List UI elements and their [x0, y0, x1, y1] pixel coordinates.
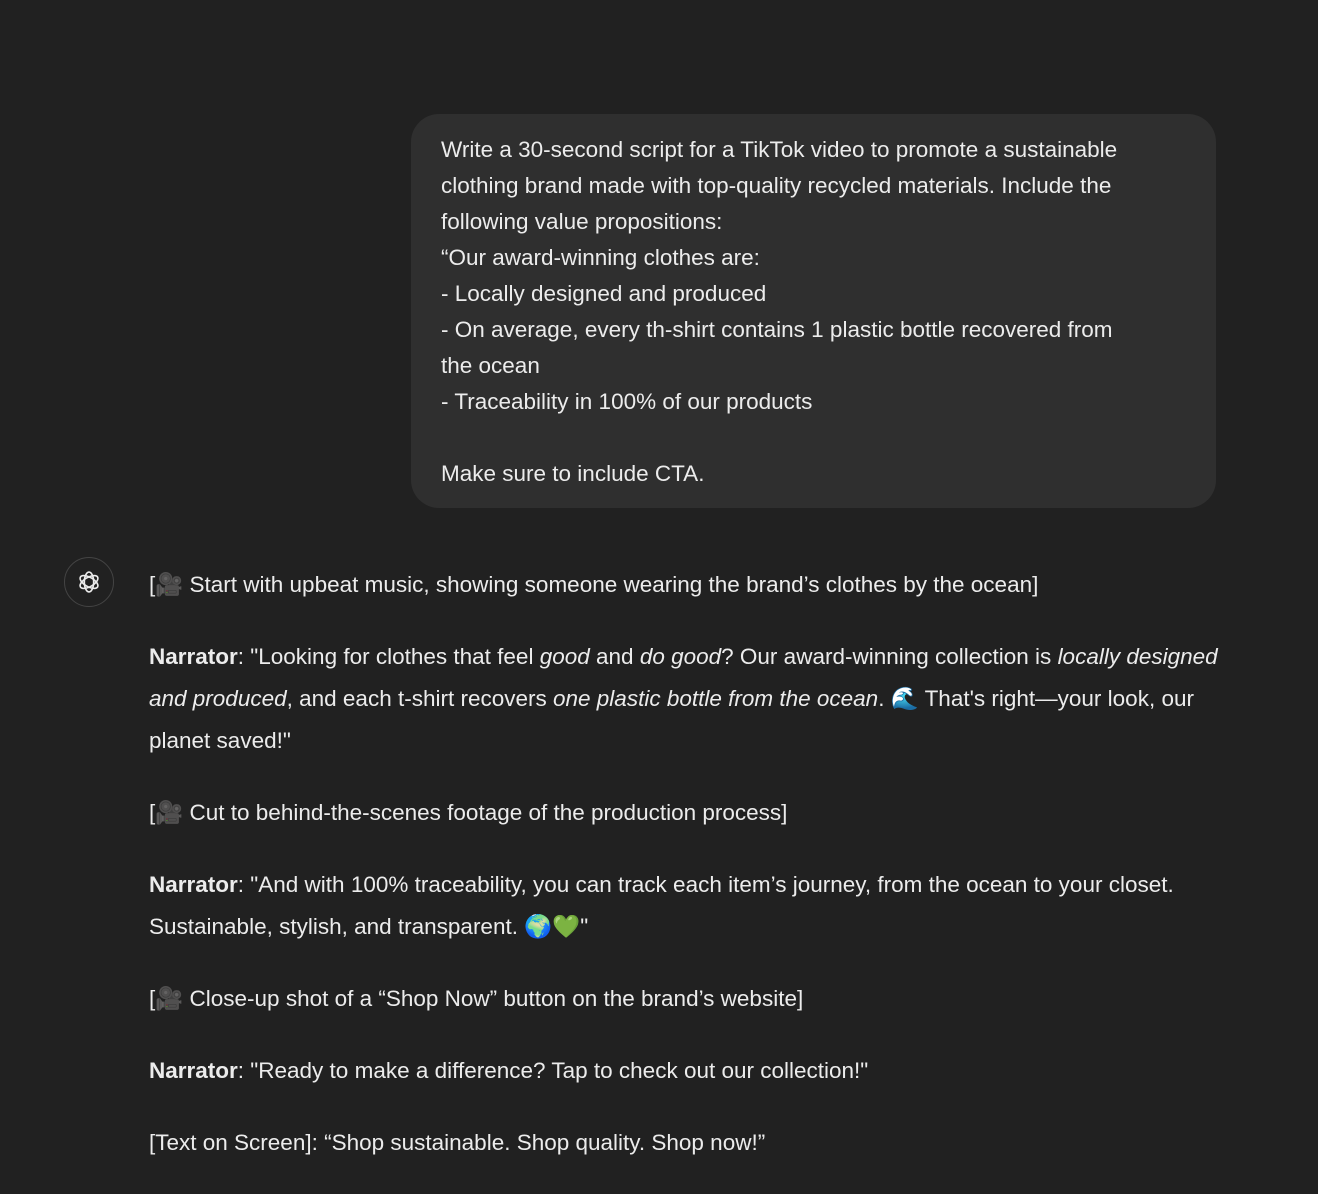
- response-paragraph: [149, 864, 1229, 948]
- text-segment: , and each t-shirt recovers: [286, 686, 553, 711]
- text-segment: : "And with 100% traceability, you can track each item’s journey, from the ocean to your closet. Sustainable, stylish, and transparent. 🌍💚": [149, 872, 1174, 939]
- response-paragraph: [149, 792, 1229, 834]
- user-message-line: the ocean: [441, 353, 540, 378]
- emphasis-text: one plastic bottle from the ocean: [553, 686, 879, 711]
- speaker-label: Narrator: [149, 644, 238, 669]
- assistant-avatar: [64, 557, 114, 607]
- response-paragraph: [149, 1122, 1229, 1164]
- response-paragraph: [149, 564, 1229, 606]
- text-segment: [🎥 Close-up shot of a “Shop Now” button on the brand’s website]: [149, 986, 804, 1011]
- user-message-line: [441, 420, 1186, 456]
- text-segment: [Text on Screen]: “Shop sustainable. Shop quality. Shop now!”: [149, 1130, 766, 1155]
- user-message-line: “Our award-winning clothes are:: [441, 245, 760, 270]
- emphasis-text: locally designed and produced: [149, 644, 1218, 711]
- user-message-bubble: [411, 114, 1216, 508]
- user-message-line: Write a 30-second script for a TikTok video to promote a sustainable: [441, 137, 1118, 162]
- openai-logo-icon: [75, 568, 103, 596]
- text-segment: and: [589, 644, 640, 669]
- text-segment: [🎥 Start with upbeat music, showing someone wearing the brand’s clothes by the ocean]: [149, 572, 1039, 597]
- emphasis-text: do good: [639, 644, 722, 669]
- text-segment: : "Ready to make a difference? Tap to check out our collection!": [237, 1058, 869, 1083]
- user-message-line: - On average, every th-shirt contains 1 plastic bottle recovered from: [441, 317, 1113, 342]
- user-message-line: clothing brand made with top-quality recycled materials. Include the: [441, 173, 1112, 198]
- text-segment: : "Looking for clothes that feel: [237, 644, 540, 669]
- text-segment: ? Our award-winning collection is: [721, 644, 1058, 669]
- user-message-line: Make sure to include CTA.: [441, 461, 705, 486]
- user-message-line: - Locally designed and produced: [441, 281, 767, 306]
- response-paragraph: [149, 1050, 1229, 1092]
- response-paragraph: [149, 636, 1229, 762]
- assistant-message: [149, 564, 1229, 1194]
- user-message-line: following value propositions:: [441, 209, 723, 234]
- text-segment: [🎥 Cut to behind-the-scenes footage of the production process]: [149, 800, 788, 825]
- speaker-label: Narrator: [149, 872, 238, 897]
- user-message-line: - Traceability in 100% of our products: [441, 389, 813, 414]
- speaker-label: Narrator: [149, 1058, 238, 1083]
- emphasis-text: good: [539, 644, 590, 669]
- text-segment: . 🌊 That's right—your look, our planet saved!": [149, 686, 1194, 753]
- response-paragraph: [149, 978, 1229, 1020]
